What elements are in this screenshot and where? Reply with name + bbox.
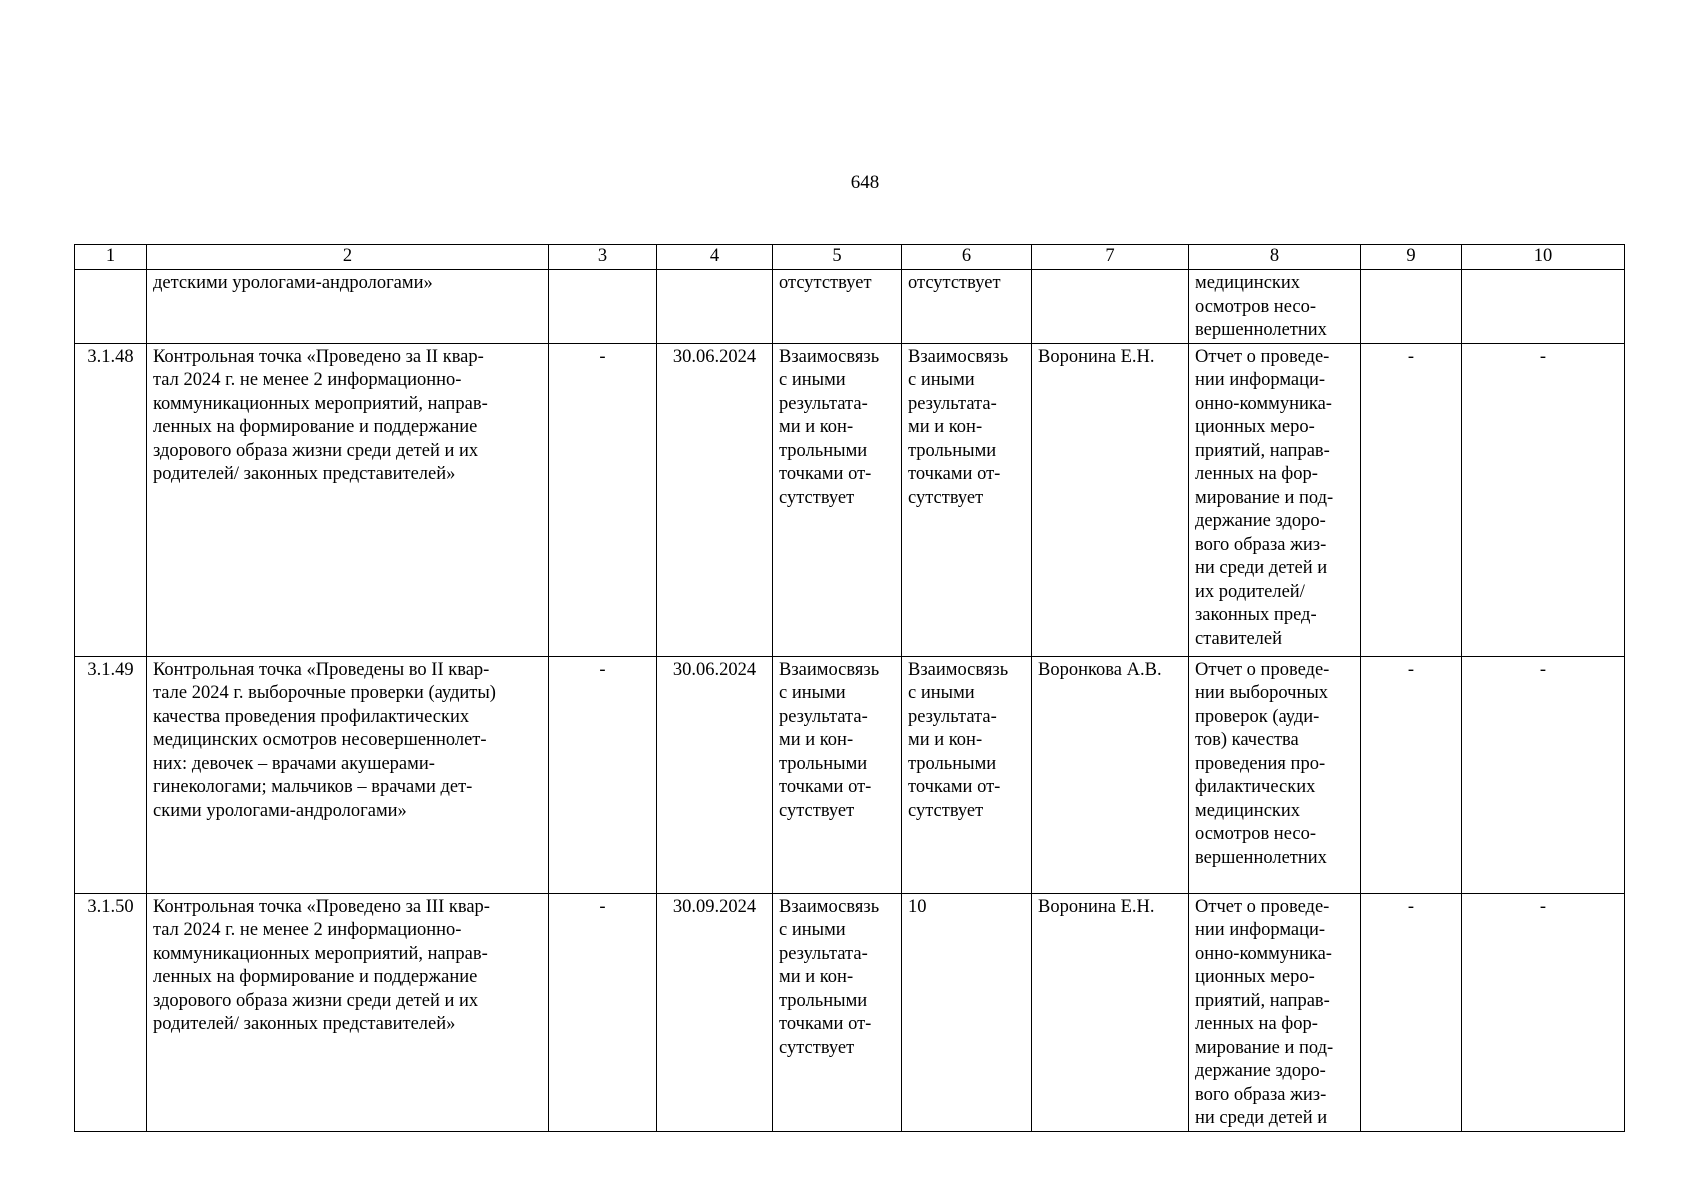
cell-result: Отчет о проведе- нии информаци- онно-коммуника- ционных меро- приятий, направ- ленных на фор- мирование и под- держание здоро- вого образа жиз- ни среди детей и xyxy=(1189,893,1361,1131)
cell-col9: - xyxy=(1361,893,1462,1131)
cell-responsible: Воронкова А.В. xyxy=(1032,656,1189,893)
table-row xyxy=(75,656,1625,893)
cell-col9: - xyxy=(1361,343,1462,656)
row-number: 3.1.50 xyxy=(75,893,147,1131)
cell-responsible: Воронина Е.Н. xyxy=(1032,343,1189,656)
page-number: 648 xyxy=(850,172,880,193)
cell-date: 30.09.2024 xyxy=(657,893,773,1131)
cell-responsible: Воронина Е.Н. xyxy=(1032,893,1189,1131)
column-header: 7 xyxy=(1032,245,1189,270)
column-header: 6 xyxy=(902,245,1032,270)
cell-result: Отчет о проведе- нии выборочных проверок (ауди- тов) качества проведения про- филактических медицинских осмотров несо- вершеннолетних xyxy=(1189,656,1361,893)
cell-date: 30.06.2024 xyxy=(657,656,773,893)
column-header: 5 xyxy=(773,245,902,270)
cell-col3 xyxy=(549,270,657,344)
cell-col9 xyxy=(1361,270,1462,344)
cell-date: 30.06.2024 xyxy=(657,343,773,656)
row-number xyxy=(75,270,147,344)
table-row xyxy=(75,270,1625,344)
table-row xyxy=(75,343,1625,656)
cell-result: медицинских осмотров несо- вершеннолетних xyxy=(1189,270,1361,344)
cell-col10: - xyxy=(1462,343,1625,656)
cell-responsible xyxy=(1032,270,1189,344)
cell-col9: - xyxy=(1361,656,1462,893)
cell-col6: Взаимосвязь с иными результата- ми и кон- трольными точками от- сутствует xyxy=(902,343,1032,656)
row-number: 3.1.48 xyxy=(75,343,147,656)
row-name: Контрольная точка «Проведено за II квар- тал 2024 г. не менее 2 информационно- коммуникационных мероприятий, направ- ленных на формирование и поддержание здорового образа жизни среди детей и их родителей/ законных представителей» xyxy=(147,343,549,656)
column-header: 2 xyxy=(147,245,549,270)
cell-col6: 10 xyxy=(902,893,1032,1131)
column-header: 4 xyxy=(657,245,773,270)
cell-col10 xyxy=(1462,270,1625,344)
cell-col10: - xyxy=(1462,656,1625,893)
table-row xyxy=(75,893,1625,1131)
column-header: 9 xyxy=(1361,245,1462,270)
column-header: 8 xyxy=(1189,245,1361,270)
column-header: 3 xyxy=(549,245,657,270)
cell-col3: - xyxy=(549,893,657,1131)
cell-col6: Взаимосвязь с иными результата- ми и кон- трольными точками от- сутствует xyxy=(902,656,1032,893)
row-name: детскими урологами-андрологами» xyxy=(147,270,549,344)
cell-col3: - xyxy=(549,343,657,656)
cell-col5: Взаимосвязь с иными результата- ми и кон- трольными точками от- сутствует xyxy=(773,656,902,893)
cell-col5: Взаимосвязь с иными результата- ми и кон- трольными точками от- сутствует xyxy=(773,343,902,656)
cell-col3: - xyxy=(549,656,657,893)
cell-date xyxy=(657,270,773,344)
cell-col5: отсутствует xyxy=(773,270,902,344)
row-number: 3.1.49 xyxy=(75,656,147,893)
column-header: 10 xyxy=(1462,245,1625,270)
column-header-row xyxy=(75,245,1625,270)
cell-col5: Взаимосвязь с иными результата- ми и кон- трольными точками от- сутствует xyxy=(773,893,902,1131)
row-name: Контрольная точка «Проведены во II квар- тале 2024 г. выборочные проверки (аудиты) качества проведения профилактических медицинских осмотров несовершеннолет- них: девочек – врачами акушерами- гинекологами; мальчиков – врачами дет- скими урологами-андрологами» xyxy=(147,656,549,893)
cell-col10: - xyxy=(1462,893,1625,1131)
cell-col6: отсутствует xyxy=(902,270,1032,344)
row-name: Контрольная точка «Проведено за III квар- тал 2024 г. не менее 2 информационно- коммуникационных мероприятий, направ- ленных на формирование и поддержание здорового образа жизни среди детей и их родителей/ законных представителей» xyxy=(147,893,549,1131)
data-table xyxy=(74,244,1625,1132)
cell-result: Отчет о проведе- нии информаци- онно-коммуника- ционных меро- приятий, направ- ленных на фор- мирование и под- держание здоро- вого образа жиз- ни среди детей и их родителей/ законных пред- ставителей xyxy=(1189,343,1361,656)
column-header: 1 xyxy=(75,245,147,270)
